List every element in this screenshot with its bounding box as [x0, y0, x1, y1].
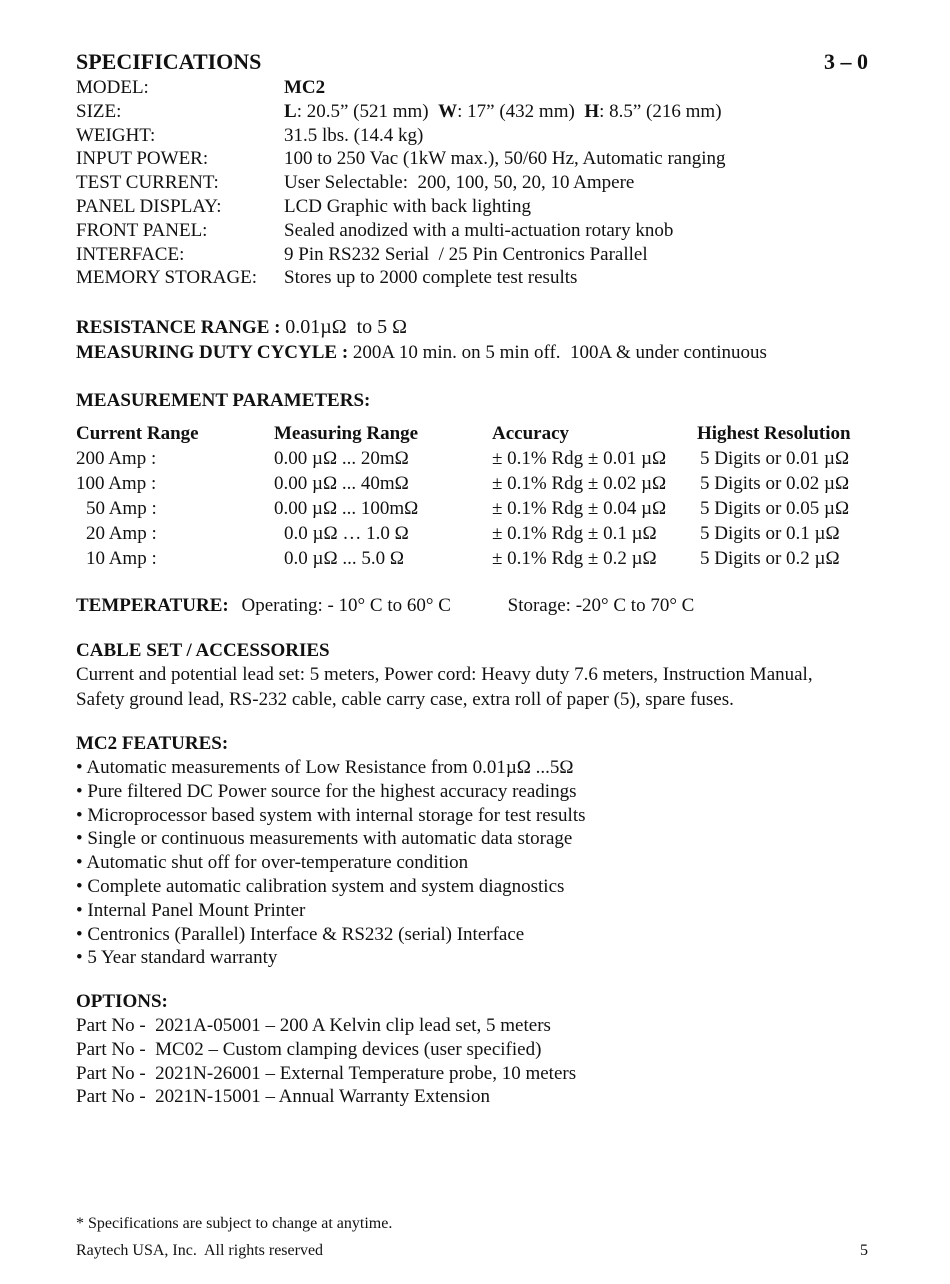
table-cell: ± 0.1% Rdg ± 0.01 µΩ — [492, 448, 667, 470]
duty-cycle — [76, 341, 868, 366]
spec-value: 31.5 lbs. (14.4 kg) — [284, 124, 424, 146]
resistance-range — [76, 315, 868, 341]
features-section — [76, 732, 868, 970]
list-item: Part No - 2021N-26001 – External Temperature probe, 10 meters — [76, 1062, 577, 1084]
size-h-label: H — [584, 100, 600, 122]
spec-label: TEST CURRENT: — [76, 172, 219, 194]
footer-copyright: Raytech USA, Inc. All rights reserved — [76, 1242, 324, 1259]
spec-row-test-current — [76, 171, 868, 195]
table-row — [76, 547, 868, 572]
column-header: Accuracy — [492, 423, 570, 445]
table-cell: 0.0 µΩ ... 5.0 Ω — [284, 548, 404, 570]
temperature-label: TEMPERATURE: — [76, 594, 229, 616]
table-cell: 0.00 µΩ ... 20mΩ — [274, 448, 409, 470]
list-item: Part No - 2021N-15001 – Annual Warranty Extension — [76, 1086, 490, 1108]
size-h-value: : 8.5” (216 mm) — [599, 100, 722, 122]
table-cell: 5 Digits or 0.02 µΩ — [700, 473, 850, 495]
cable-line: Safety ground lead, RS-232 cable, cable carry case, extra roll of paper (5), spare fuses. — [76, 688, 734, 710]
table-cell: 5 Digits or 0.05 µΩ — [700, 498, 850, 520]
spec-row-input-power — [76, 147, 868, 171]
list-item: • Complete automatic calibration system and system diagnostics — [76, 875, 565, 897]
footer-note: * Specifications are subject to change at anytime. — [76, 1215, 393, 1232]
duty-cycle-label: MEASURING DUTY CYCYLE : — [76, 341, 349, 363]
temperature-operating: Operating: - 10° C to 60° C — [241, 594, 451, 616]
size-l-label: L — [284, 100, 297, 122]
temperature-storage: Storage: -20° C to 70° C — [507, 594, 695, 616]
list-item: Part No - MC02 – Custom clamping devices (user specified) — [76, 1038, 542, 1060]
temperature-row — [76, 593, 868, 619]
page-number: 5 — [860, 1242, 868, 1259]
features-title: MC2 FEATURES: — [76, 733, 229, 755]
measurement-title: MEASUREMENT PARAMETERS: — [76, 390, 371, 412]
table-cell: 5 Digits or 0.01 µΩ — [700, 448, 850, 470]
table-cell: 20 Amp : — [86, 523, 157, 545]
spec-label: FRONT PANEL: — [76, 219, 208, 241]
size-l-value: : 20.5” (521 mm) — [296, 100, 439, 122]
table-cell: 10 Amp : — [86, 548, 157, 570]
spec-row-model — [76, 76, 868, 100]
page-title: SPECIFICATIONS — [76, 49, 262, 74]
spec-value: User Selectable: 200, 100, 50, 20, 10 Ampere — [284, 172, 635, 194]
table-cell: 5 Digits or 0.1 µΩ — [700, 523, 840, 545]
table-row — [76, 497, 868, 522]
column-header: Highest Resolution — [697, 423, 851, 445]
column-header: Measuring Range — [274, 423, 419, 445]
spec-value: Stores up to 2000 complete test results — [284, 267, 578, 289]
table-cell: 50 Amp : — [86, 498, 157, 520]
spec-row-interface — [76, 243, 868, 267]
spec-value — [284, 100, 868, 124]
table-cell: 0.0 µΩ … 1.0 Ω — [284, 523, 409, 545]
column-header: Current Range — [76, 423, 199, 445]
list-item: • Internal Panel Mount Printer — [76, 899, 306, 921]
table-row — [76, 522, 868, 547]
size-w-value: : 17” (432 mm) — [457, 100, 585, 122]
spec-value: LCD Graphic with back lighting — [284, 195, 531, 217]
list-item: Part No - 2021A-05001 – 200 A Kelvin clip lead set, 5 meters — [76, 1014, 551, 1036]
section-number: 3 – 0 — [824, 49, 868, 74]
table-cell: ± 0.1% Rdg ± 0.02 µΩ — [492, 473, 667, 495]
spec-row-weight — [76, 124, 868, 148]
options-section — [76, 990, 868, 1109]
table-header-row — [76, 422, 868, 447]
spec-label: PANEL DISPLAY: — [76, 195, 222, 217]
list-item: • 5 Year standard warranty — [76, 947, 278, 969]
spec-row-front-panel — [76, 219, 868, 243]
list-item: • Automatic measurements of Low Resistance from 0.01µΩ ...5Ω — [76, 756, 574, 778]
spec-list — [76, 76, 868, 290]
measurement-table — [76, 422, 868, 572]
table-cell: ± 0.1% Rdg ± 0.2 µΩ — [492, 548, 657, 570]
size-w-label: W — [438, 100, 458, 122]
spec-label: INTERFACE: — [76, 243, 185, 265]
table-cell: 200 Amp : — [76, 448, 157, 470]
spec-label: INPUT POWER: — [76, 148, 209, 170]
resistance-range-label: RESISTANCE RANGE : — [76, 317, 281, 339]
duty-cycle-value: 200A 10 min. on 5 min off. 100A & under continuous — [352, 341, 767, 363]
cable-line: Current and potential lead set: 5 meters, Power cord: Heavy duty 7.6 meters, Instruction Manual, — [76, 664, 813, 686]
table-cell: 5 Digits or 0.2 µΩ — [700, 548, 840, 570]
table-cell: 100 Amp : — [76, 473, 157, 495]
list-item: • Microprocessor based system with internal storage for test results — [76, 804, 586, 826]
list-item: • Single or continuous measurements with automatic data storage — [76, 828, 573, 850]
model-name: MC2 — [284, 77, 326, 98]
spec-label: WEIGHT: — [76, 124, 156, 146]
resistance-range-value: 0.01µΩ to 5 Ω — [285, 316, 408, 339]
table-cell: 0.00 µΩ ... 100mΩ — [274, 498, 419, 520]
cable-title: CABLE SET / ACCESSORIES — [76, 639, 330, 661]
spec-value: Sealed anodized with a multi-actuation rotary knob — [284, 219, 674, 241]
spec-row-size — [76, 100, 868, 124]
table-row — [76, 447, 868, 472]
table-row — [76, 472, 868, 497]
spec-value: 100 to 250 Vac (1kW max.), 50/60 Hz, Automatic ranging — [284, 148, 726, 170]
list-item: • Centronics (Parallel) Interface & RS232 (serial) Interface — [76, 923, 525, 945]
spec-label: MEMORY STORAGE: — [76, 267, 258, 289]
spec-value — [284, 76, 868, 100]
table-cell: ± 0.1% Rdg ± 0.04 µΩ — [492, 498, 667, 520]
spec-row-memory-storage — [76, 266, 868, 290]
spec-label: SIZE: — [76, 100, 122, 122]
spec-row-panel-display — [76, 195, 868, 219]
spec-label: MODEL: — [76, 77, 149, 98]
table-cell: ± 0.1% Rdg ± 0.1 µΩ — [492, 523, 657, 545]
options-title: OPTIONS: — [76, 991, 168, 1013]
spec-value: 9 Pin RS232 Serial / 25 Pin Centronics Parallel — [284, 243, 648, 265]
table-cell: 0.00 µΩ ... 40mΩ — [274, 473, 409, 495]
document-page — [76, 48, 868, 1109]
page-header — [76, 48, 868, 76]
list-item: • Pure filtered DC Power source for the highest accuracy readings — [76, 780, 577, 802]
list-item: • Automatic shut off for over-temperature condition — [76, 852, 469, 874]
